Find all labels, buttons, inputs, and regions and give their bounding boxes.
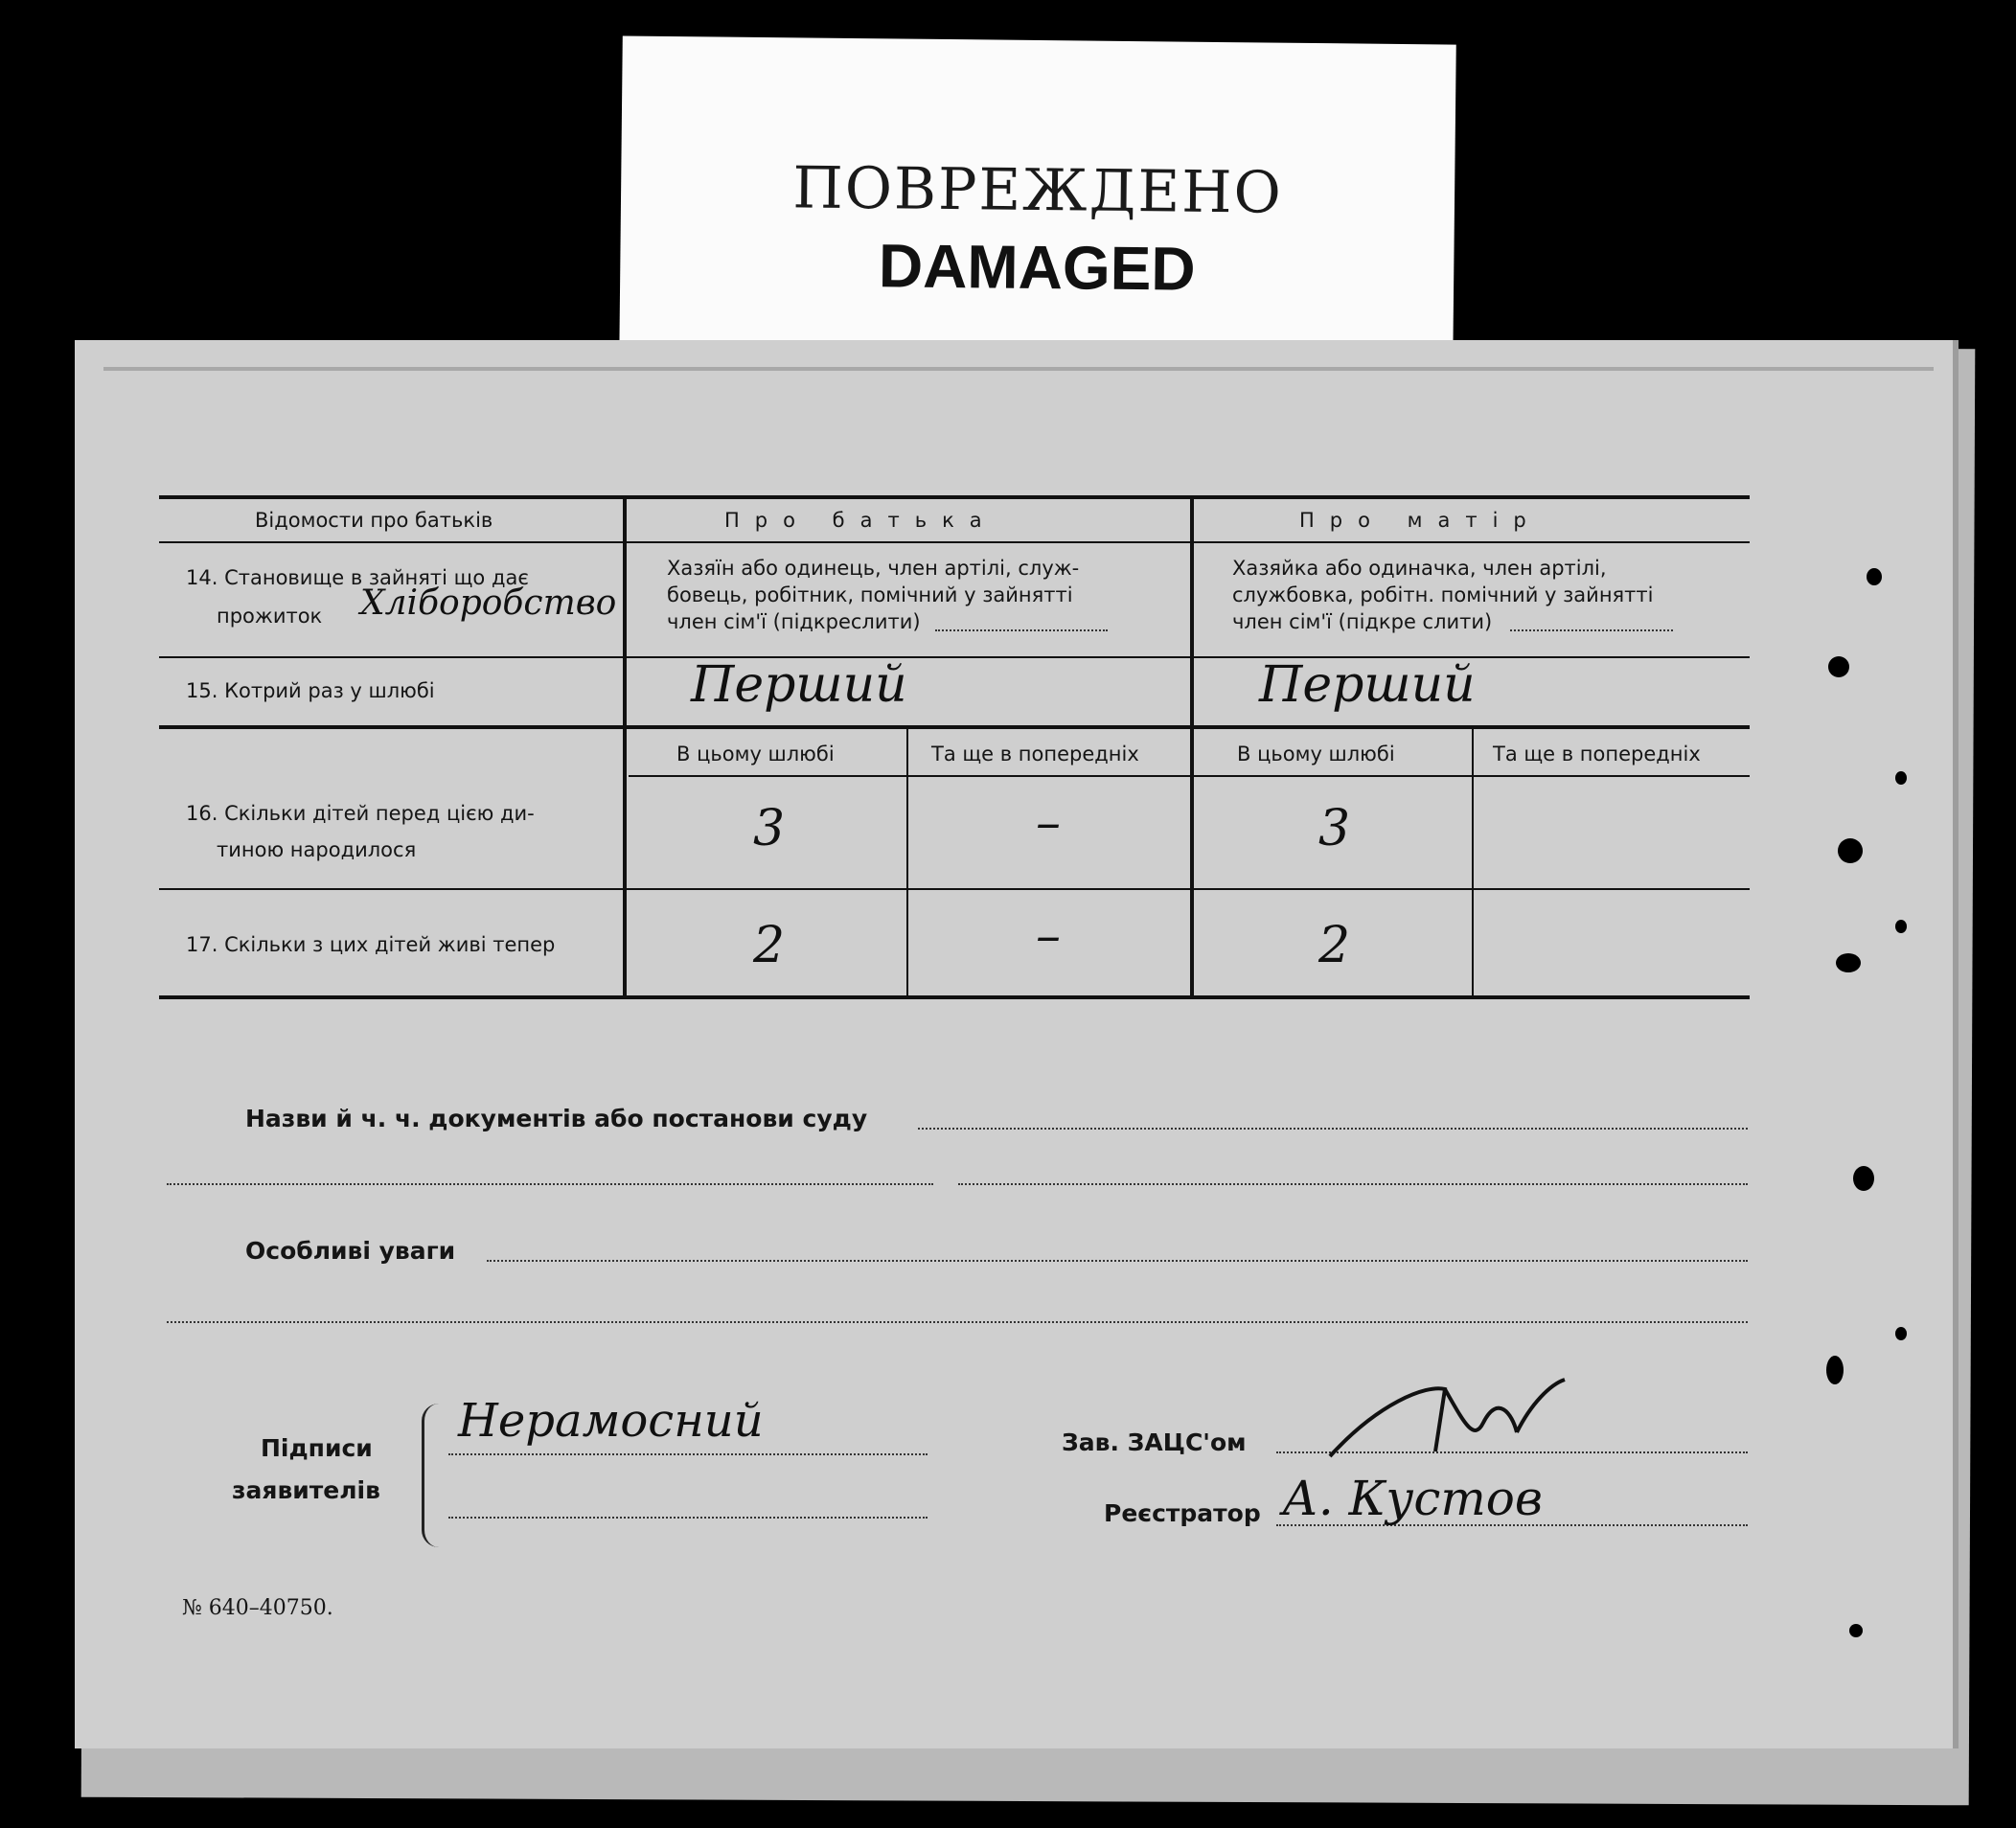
row17-label: 17. Скільки з цих дітей живі тепер (186, 933, 556, 956)
applicant-signature: Нерамосний (458, 1394, 764, 1448)
sheet-top-edge (103, 367, 1934, 371)
punch-hole (1867, 568, 1882, 585)
signatures-bracket (422, 1404, 444, 1547)
row14-father-line1: Хазяїн або одинець, член артілі, служ- (667, 557, 1080, 580)
row15-label: 15. Котрий раз у шлюбі (186, 679, 435, 702)
row14-mother-line3: член сім'ї (підкре слити) (1232, 610, 1493, 633)
form-number: № 640–40750. (182, 1596, 333, 1620)
punch-hole (1838, 838, 1863, 863)
punch-hole (1895, 771, 1907, 785)
col-header-father: Про батька (724, 509, 997, 532)
punch-hole (1895, 1327, 1907, 1340)
signatures-label: Підписи (261, 1434, 373, 1462)
row14-handwritten: Хліборобство (360, 583, 617, 623)
head-signature (1320, 1365, 1569, 1471)
row17-father-this: 2 (753, 917, 786, 974)
row15-father-value: Перший (691, 656, 907, 714)
punch-hole (1828, 656, 1849, 677)
row16-father-prev: – (1036, 794, 1061, 852)
row14-father-line3: член сім'ї (підкреслити) (667, 610, 921, 633)
subheader-mother-this: В цьому шлюбі (1237, 743, 1395, 765)
punch-hole (1895, 920, 1907, 933)
row16-mother-this: 3 (1318, 800, 1351, 857)
subheader-mother-prev: Та ще в попередніх (1493, 743, 1701, 765)
row17-father-prev: – (1036, 907, 1061, 965)
row17-mother-this: 2 (1318, 917, 1351, 974)
row16-label-cont: тиною народилося (217, 838, 417, 861)
punch-hole (1849, 1624, 1863, 1637)
col-header-mother: Про матір (1299, 509, 1542, 532)
punch-hole (1826, 1356, 1844, 1384)
signatures-label-cont: заявителів (232, 1476, 380, 1504)
punch-hole (1836, 953, 1861, 972)
row14-mother-line2: службовка, робітн. помічний у зайнятті (1232, 583, 1654, 606)
row14-father-line2: бовець, робітник, помічний у зайнятті (667, 583, 1073, 606)
registrar-label: Реєстратор (1104, 1499, 1261, 1527)
punch-hole (1853, 1166, 1874, 1191)
row16-father-this: 3 (753, 800, 786, 857)
row14-label: 14. Становище в зайняті що дає (186, 566, 529, 589)
form-sheet (75, 340, 1959, 1748)
subheader-father-prev: Та ще в попередніх (931, 743, 1139, 765)
parents-info-table (159, 495, 1750, 1032)
head-label: Зав. ЗАЦС'ом (1062, 1428, 1247, 1456)
damaged-label-en: DAMAGED (878, 231, 1196, 304)
damaged-label-card (619, 35, 1456, 370)
row15-mother-value: Перший (1259, 656, 1476, 714)
col-header-info: Відомости про батьків (255, 509, 493, 532)
row14-label-cont: прожиток (217, 605, 323, 628)
row16-label: 16. Скільки дітей перед цією ди- (186, 802, 535, 825)
remarks-label: Особливі уваги (245, 1237, 456, 1265)
registrar-signature: А. Кустов (1282, 1471, 1543, 1526)
row14-mother-line1: Хазяйка або одиначка, член артілі, (1232, 557, 1607, 580)
damaged-label-ru: ПОВРЕЖДЕНО (792, 154, 1284, 227)
documents-label: Назви й ч. ч. документів або постанови суду (245, 1105, 868, 1132)
subheader-father-this: В цьому шлюбі (676, 743, 835, 765)
